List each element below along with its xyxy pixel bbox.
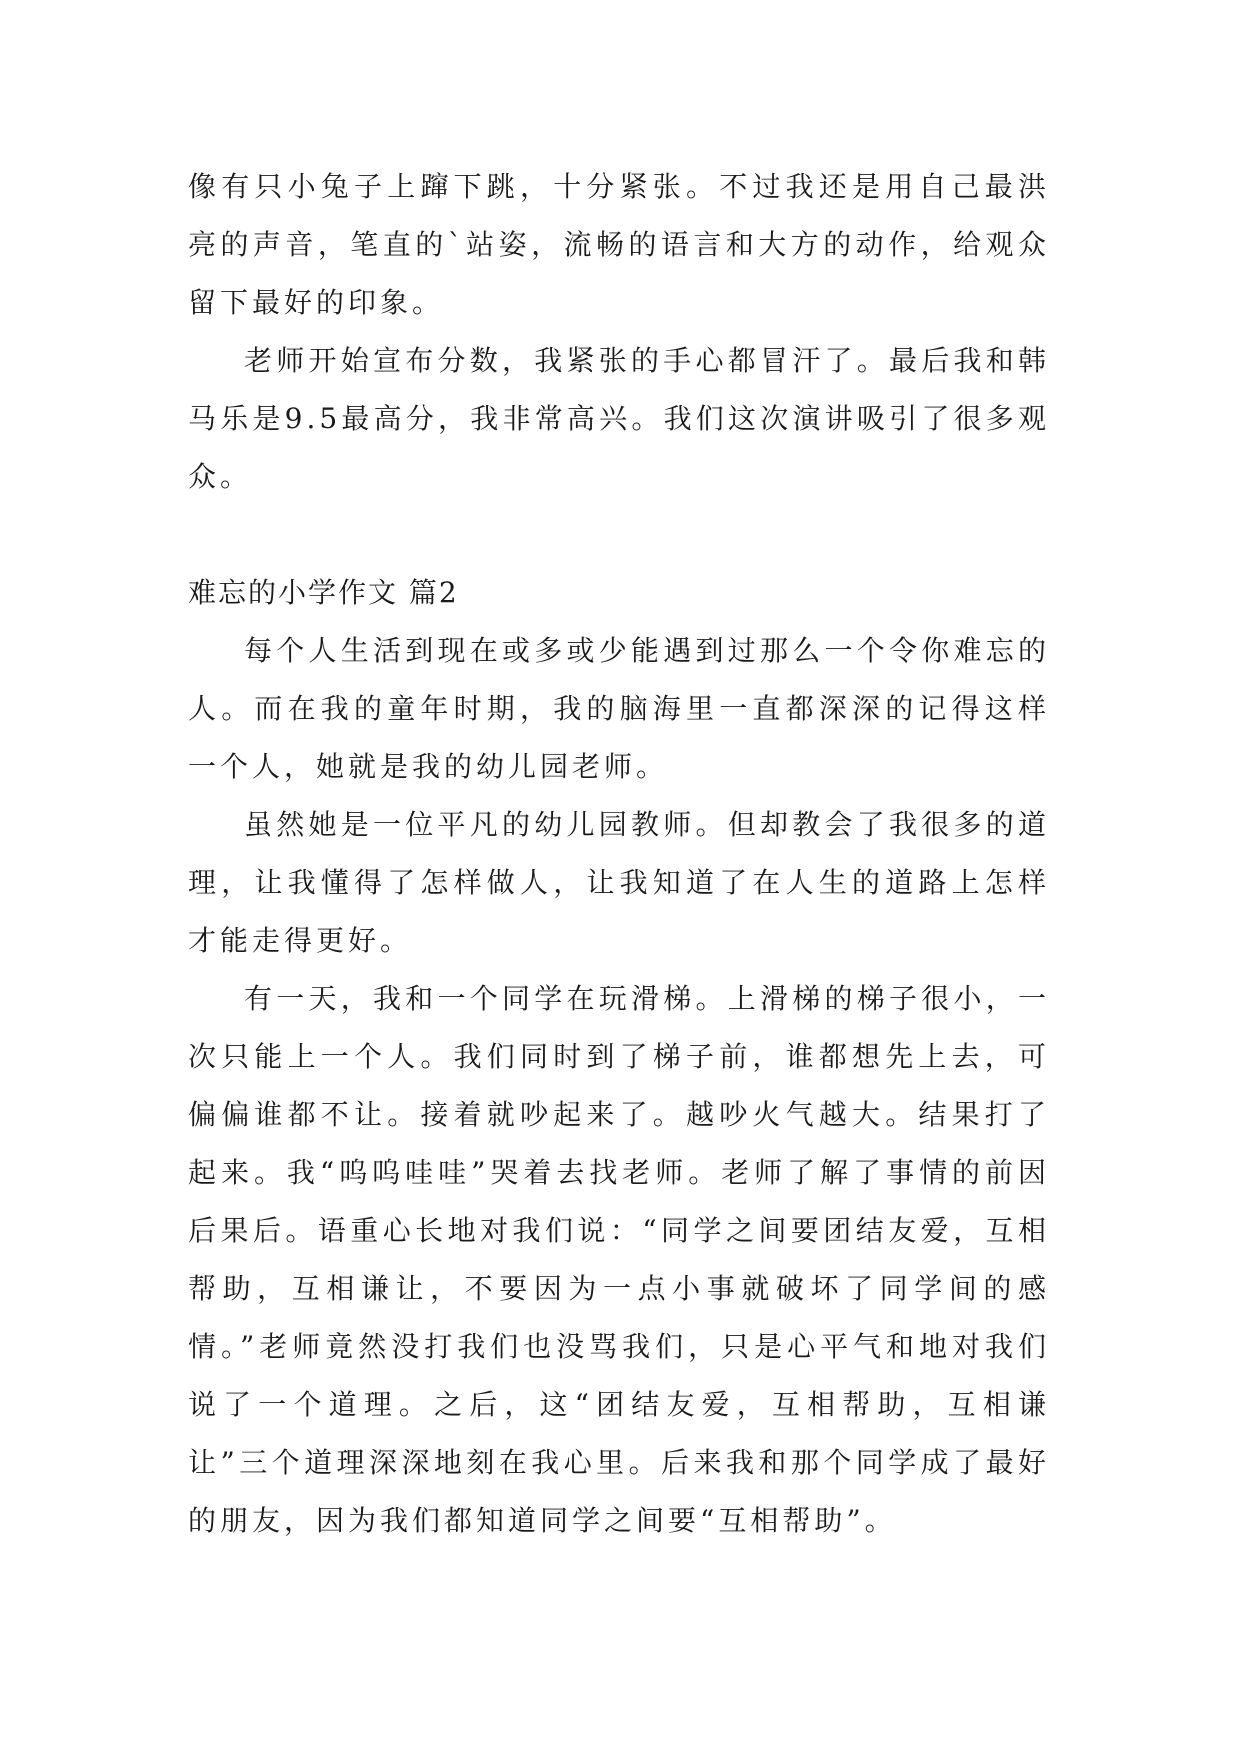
body-paragraph: 每个人生活到现在或多或少能遇到过那么一个令你难忘的人。而在我的童年时期，我的脑海里一直都深深的记得这样一个人，她就是我的幼儿园老师。 <box>188 634 1050 783</box>
document-page <box>188 158 1050 1550</box>
section-gap <box>188 506 1050 564</box>
body-paragraph: 有一天，我和一个同学在玩滑梯。上滑梯的梯子很小，一次只能上一个人。我们同时到了梯子前，谁都想先上去，可偏偏谁都不让。接着就吵起来了。越吵火气越大。结果打了起来。我“呜呜哇哇”哭着去找老师。老师了解了事情的前因后果后。语重心长地对我们说：“同学之间要团结友爱，互相帮助，互相谦让，不要因为一点小事就破坏了同学间的感情。”老师竟然没打我们也没骂我们，只是心平气和地对我们说了一个道理。之后，这“团结友爱，互相帮助，互相谦让”三个道理深深地刻在我心里。后来我和那个同学成了最好的朋友，因为我们都知道同学之间要“互相帮助”。 <box>188 982 1050 1537</box>
body-paragraph: 老师开始宣布分数，我紧张的手心都冒汗了。最后我和韩马乐是9.5最高分，我非常高兴。我们这次演讲吸引了很多观众。 <box>188 344 1050 493</box>
body-paragraph: 虽然她是一位平凡的幼儿园教师。但却教会了我很多的道理，让我懂得了怎样做人，让我知道了在人生的道路上怎样才能走得更好。 <box>188 808 1050 957</box>
section-heading: 难忘的小学作文 篇2 <box>188 576 459 609</box>
body-paragraph: 像有只小兔子上蹿下跳，十分紧张。不过我还是用自己最洪亮的声音，笔直的`站姿，流畅的语言和大方的动作，给观众留下最好的印象。 <box>188 170 1050 319</box>
